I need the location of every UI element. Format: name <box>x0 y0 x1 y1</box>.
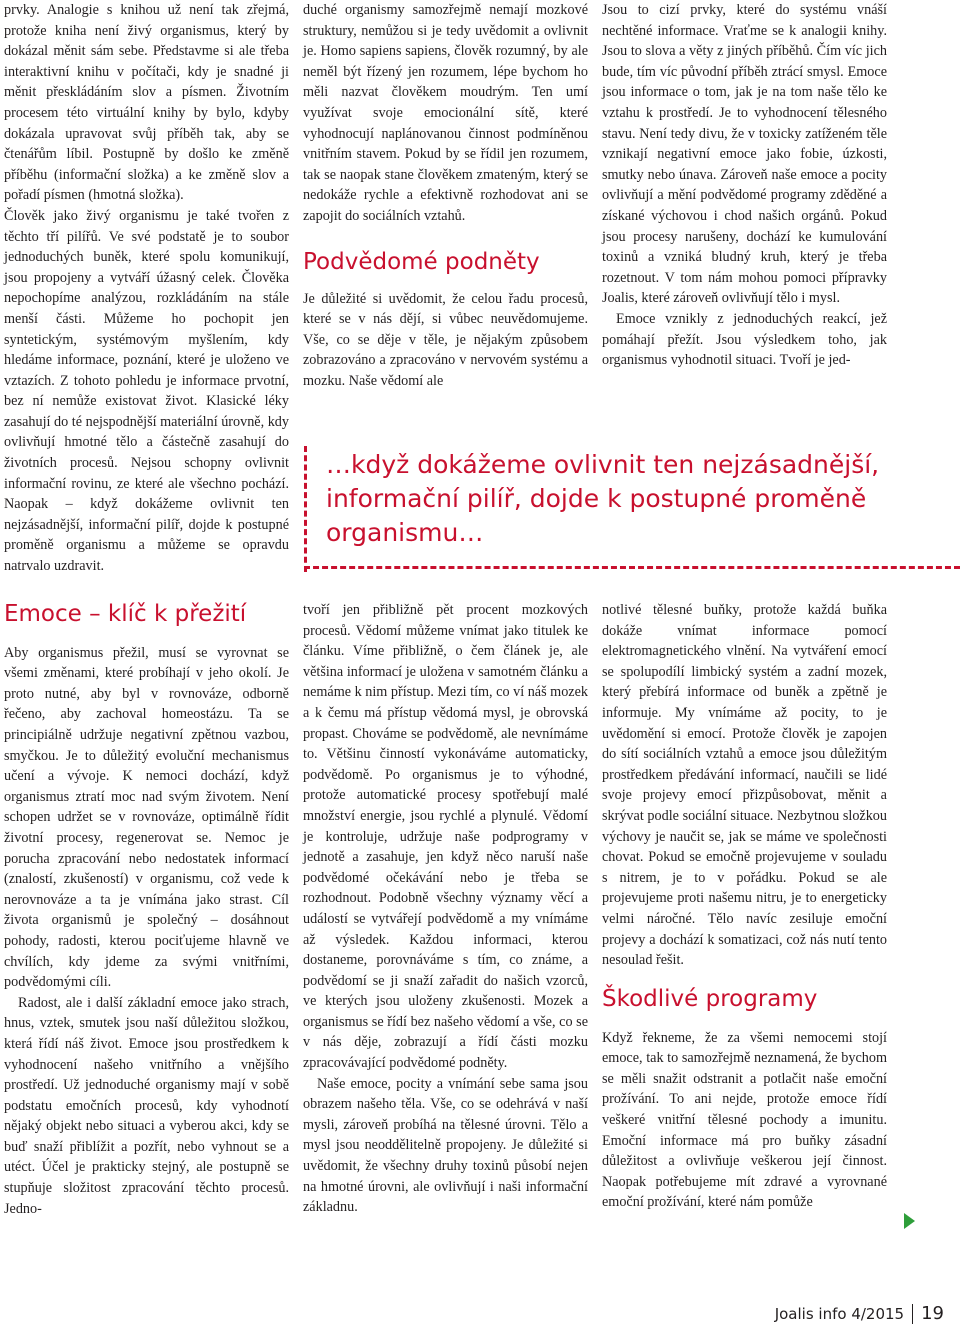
section-heading: Škodlivé programy <box>602 985 818 1012</box>
footer-separator <box>912 1304 913 1324</box>
text-column-3-bottom <box>602 600 887 1213</box>
page-number: 19 <box>921 1303 944 1324</box>
page-footer <box>775 1303 944 1324</box>
paragraph: Radost, ale i další základní emoce jako strach, hnus, vztek, smutek jsou naší důležitou složkou, která řídí náš život. Emoce jsou prostředkem k vyhodnocení našeho vnitřního a vnějšího prostředí. Už jednoduché organismy mají v sobě podstatu emočních procesů, kdy vyhodnotí nějaký objekt nebo situaci a vyberou akci, kdy se buď snaží přiblížit a pozřít, nebo vyhnout se a utéct. Účel je prakticky stejný, ale postupně se stupňuje složitost zpracování těchto procesů. Jedno- <box>4 994 289 1217</box>
text-column-2-bottom <box>303 600 588 1218</box>
paragraph: notlivé tělesné buňky, protože každá buňka dokáže vnímat informace pomocí elektromagnetického vlnění. Na vytváření emocí se spolupodílí limbický systém a zadní mozek, který přebírá informace od buněk a zpětně je informuje. My vnímáme až pocity, to je uvědomění si emocí. Protože člověk je zapojen do sítí sociálních vztahů a emoce jsou důležitým prostředkem předávání informací, naučili se lidé svoje projevy emocí přizpůsobovat, měnit a skrývat podle sociální situace. Nezbytnou složkou výchovy je naučit se, jak se máme ve společnosti chovat. Pokud se emočně projevujeme v souladu s nitrem, je to v pořádku. Pokud se ale projevujeme proti našemu nitru, je to energeticky velmi náročné. Tělo navíc zesiluje emoční projevy a dochází k somatizaci, což nás nutí tento nesoulad řešit. <box>602 602 887 969</box>
pull-quote-bar <box>304 446 311 572</box>
text-column-1 <box>4 0 289 1219</box>
section-heading: Emoce – klíč k přežití <box>4 600 247 627</box>
paragraph: Je důležité si uvědomit, že celou řadu procesů, které se v nás dějí, si vůbec neuvědomujeme. Vše, co se děje v těle, je nějakým způsobem zobrazováno a zpracováno v nervovém systému a mozku. Naše vědomí ale <box>303 290 588 389</box>
section-heading: Podvědomé podněty <box>303 248 540 275</box>
paragraph: duché organismy samozřejmě nemají mozkové struktury, nemůžou si je tedy uvědomit a ovlivnit je. Homo sapiens sapiens, člověk rozumný, by ale neměl být řízený jen rozumem, lépe bychom ho měli nazvat člověkem moudrým. Ten umí využívat svoje emocionální sítě, které vyhodnocují naplánovanou činnost podmíněnou vnitřním stavem. Pokud by se řídil jen rozumem, tak se naopak stane člověkem zmateným, který se nedokáže rychle a efektivně rozhodovat ani se zapojit do sociálních vztahů. <box>303 2 588 224</box>
paragraph: Naše emoce, pocity a vnímání sebe sama jsou obrazem našeho těla. Vše, co se odehrává v naší mysli, zároveň probíhá na tělesné úrovni. Tělo a mysl jsou neoddělitelně propojeny. Je důležité si uvědomit, že všechny druhy toxinů působí nejen na hmotné úrovni, ale ovlivňují i naši informační základnu. <box>303 1075 588 1216</box>
paragraph: Když řekneme, že za všemi nemocemi stojí emoce, tak to samozřejmě neznamená, že bychom se měli snažit odstranit a potlačit naše emoční prožívání. To ani nejde, protože emoce řídí veškeré vnitřní tělesné pochody a imunitu. Emoční informace má pro buňky zásadní důležitost a ovlivňuje veškerou její činnost. Naopak potřebujeme mít zdravé a vyrovnané emoční prožívání, které nám pomůže <box>602 1029 887 1211</box>
paragraph: Emoce vznikly z jednoduchých reakcí, jež pomáhají přežít. Jsou výsledkem toho, jak organismus vyhodnotil situaci. Tvoří je jed- <box>602 310 887 369</box>
publication-name: Joalis info 4/2015 <box>774 1304 905 1323</box>
pull-quote-divider <box>304 566 960 569</box>
pull-quote: …když dokážeme ovlivnit ten nejzásadnější, informační pilíř, dojde k postupné proměně organismu… <box>326 450 880 547</box>
paragraph: Jsou to cizí prvky, které do systému vnáší nechtěné informace. Vraťme se k analogii knihy. Jsou to slova a věty z jiných příběhů. Čím víc jich bude, tím víc původní příběh ztrácí smysl. Emoce jsou informace o tom, jak je na tom naše tělo ke vztahu k prostředí. Je to vyhodnocení tělesného stavu. Není tedy divu, že v toxicky zatíženém těle vznikají negativní emoce jako fobie, úzkosti, smutky nebo únava. Zároveň naše emoce a pocity ovlivňují a mění podvědomé programy zděděné a získané výchovou i chod našich orgánů. Pokud jsou procesy narušeny, dochází ke kumulování toxinů a vzniká bludný kruh, který je třeba rozetnout. V tom nám mohou pomoci přípravky Joalis, které zároveň ovlivňují tělo i mysl. <box>602 2 887 307</box>
paragraph: tvoří jen přibližně pět procent mozkových procesů. Vědomí můžeme vnímat jako titulek ke článku. Víme přibližně, o čem článek je, ale většina informací je uložena v samotném článku a nemáme k nim přístup. Mezi tím, co ví náš mozek a k čemu má přístup vědomá mysl, je obrovská propast. Chováme se podvědomě, ale nevnímáme to. Většinu činností vykonáváme automaticky, podvědomě. Po organismus je to výhodné, protože automatické procesy spotřebují malé množství energie, jsou rychlé a plynulé. Vědomí je kontroluje, udržuje naše podprogramy v jednotě a zasahuje, jen když něco naruší naše podvědomé očekávání nebo je třeba se rozhodnout. Podobně všechny významy věcí a událostí se vytvářejí podvědomě a my vnímáme až výsledek. Každou informaci, kterou dostaneme, porovnáváme s tím, co známe, a podvědomí se ji snaží zařadit do našich vzorců, ve kterých jsou uloženy zkušenosti. Mozek a organismus se řídí bez našeho vědomí a vše, co se v nás děje, zobrazují a řídí části mozku zpracovávající podvědomé podněty. <box>303 602 588 1072</box>
continue-arrow-icon <box>904 1213 915 1229</box>
paragraph: prvky. Analogie s knihou už není tak zřejmá, protože kniha není živý organismus, který by dokázal měnit sám sebe. Představme si ale třeba interaktivní knihu v počítači, kdy je snadné ji měnit přeskládáním slov a písmen. Životním procesem této virtuální knihy by bylo, kdyby dokázala upravovat svůj příběh tak, aby se čtenářům líbil. Postupně by došlo ke změně příběhu (informační složka) a ke změně slov a pořadí písmen (hmotná složka). <box>4 2 289 204</box>
text-column-2-top <box>303 0 588 392</box>
text-column-3-top <box>602 0 887 371</box>
paragraph: Aby organismus přežil, musí se vyrovnat se všemi změnami, které probíhají v jeho okolí. Je proto nutné, aby byl v rovnováze, odborně řečeno, aby zachoval homeostázu. Ta se principiálně udržuje negativní zpětnou vazbou, smyčkou. Je to důležitý evoluční mechanismus učení a vývoje. K nemoci dochází, když organismus ztratí moc nad svým životem. Není schopen udržet se v rovnováze, optimálně řídit životní procesy, regenerovat se. Nemoc je porucha zpracování nebo nedostatek informací (znalostí, zkušeností) v organismu, což vede k nerovnováze a ta je vnímána jako strast. Cíl života organismů je společný – dosáhnout pohody, radosti, kterou pociťujeme hlavně ve chvílích, kdy jdeme za svými vnitřními, podvědomými cíli. <box>4 644 289 991</box>
paragraph: Člověk jako živý organismu je také tvořen z těchto tří pilířů. Ve své podstatě je to soubor jednoduchých buněk, které spolu komunikují, jsou propojeny a vytváří úžasný celek. Člověka nepochopíme analýzou, rozkládáním na stále menší části. Můžeme ho pochopit jen syntetickým, systémovým myšlením, kdy hledáme informace, poznání, které je uloženo ve vztazích. Z tohoto pohledu je informace prvotní, bez ní nemůže existovat život. Klasické léky zasahují do té nejspodnější materiální úrovně, kdy ovlivňují hmotné tělo a částečně zasahují do životních procesů. Nejsou schopny ovlivnit informační rovinu, ze které ale všechno pochází. Naopak – když dokážeme ovlivnit ten nejzásadnější, informační pilíř, dojde k postupné proměně organismu a můžeme se opravdu natrvalo uzdravit. <box>4 207 289 575</box>
